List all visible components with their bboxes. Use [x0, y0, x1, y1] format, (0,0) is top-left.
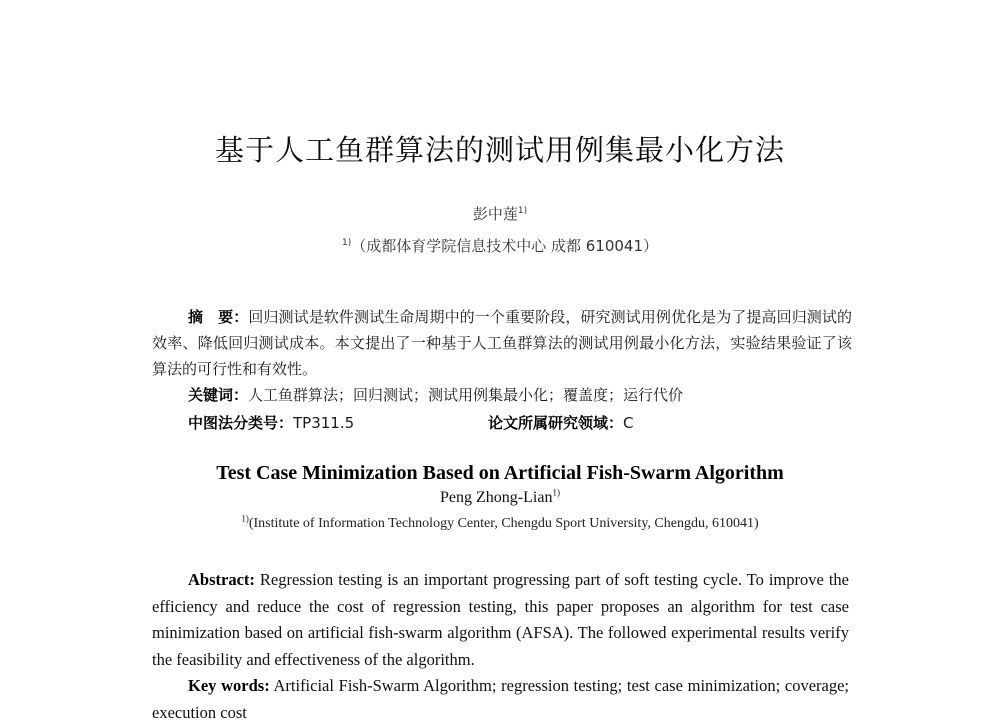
- page-title-en: Test Case Minimization Based on Artificial Fish-Swarm Algorithm: [216, 462, 784, 484]
- field-label: 论文所属研究领域：: [488, 414, 624, 432]
- author-name-zh: 彭中莲: [472, 205, 518, 223]
- author-zh: [0, 203, 1000, 224]
- affiliation-text-zh: （成都体育学院信息技术中心 成都 610041）: [351, 237, 659, 255]
- keywords-en: [152, 673, 849, 726]
- affiliation-sup-zh: 1): [341, 238, 352, 248]
- author-sup-en: 1): [552, 487, 560, 498]
- abstract-en: [152, 567, 849, 673]
- classification-row: [188, 412, 852, 433]
- author-name-en: Peng Zhong-Lian: [440, 489, 553, 506]
- author-sup-zh: 1): [517, 206, 528, 216]
- abstract-text-en: Regression testing is an important progressing part of soft testing cycle. To improve the efficiency and reduce the cost of regression testing, this paper proposes an algorithm for test case minimization based on artificial fish-swarm algorithm (AFSA). The followed experimental results verify the feasibility and effectiveness of the algorithm.: [152, 570, 849, 669]
- abstract-label-zh: 摘 要：: [188, 308, 249, 326]
- abstract-zh: [152, 304, 852, 382]
- affiliation-zh: [0, 235, 1000, 256]
- affiliation-en: [0, 513, 1000, 532]
- keywords-label-en: Key words:: [188, 676, 270, 695]
- keywords-text-en: Artificial Fish-Swarm Algorithm; regression testing; test case minimization; coverage; execution cost: [152, 676, 849, 722]
- keywords-zh: [188, 384, 852, 405]
- keywords-text-zh: 人工鱼群算法；回归测试；测试用例集最小化；覆盖度；运行代价: [248, 386, 684, 404]
- affiliation-sup-en: 1): [241, 513, 249, 524]
- page-title-zh: 基于人工鱼群算法的测试用例集最小化方法: [214, 133, 785, 167]
- keywords-label-zh: 关键词：: [188, 386, 249, 404]
- clc-value: TP311.5: [293, 414, 355, 432]
- field-group: [488, 412, 634, 433]
- affiliation-text-en: (Institute of Information Technology Center, Chengdu Sport University, Chengdu, 610041): [248, 516, 759, 531]
- clc-label: 中图法分类号：: [188, 414, 294, 432]
- abstract-label-en: Abstract:: [188, 570, 255, 589]
- field-value: C: [623, 414, 634, 432]
- abstract-text-zh: 回归测试是软件测试生命周期中的一个重要阶段，研究测试用例优化是为了提高回归测试的效率、降低回归测试成本。本文提出了一种基于人工鱼群算法的测试用例最小化方法，实验结果验证了该算法的可行性和有效性。: [152, 308, 852, 378]
- author-en: [0, 489, 1000, 507]
